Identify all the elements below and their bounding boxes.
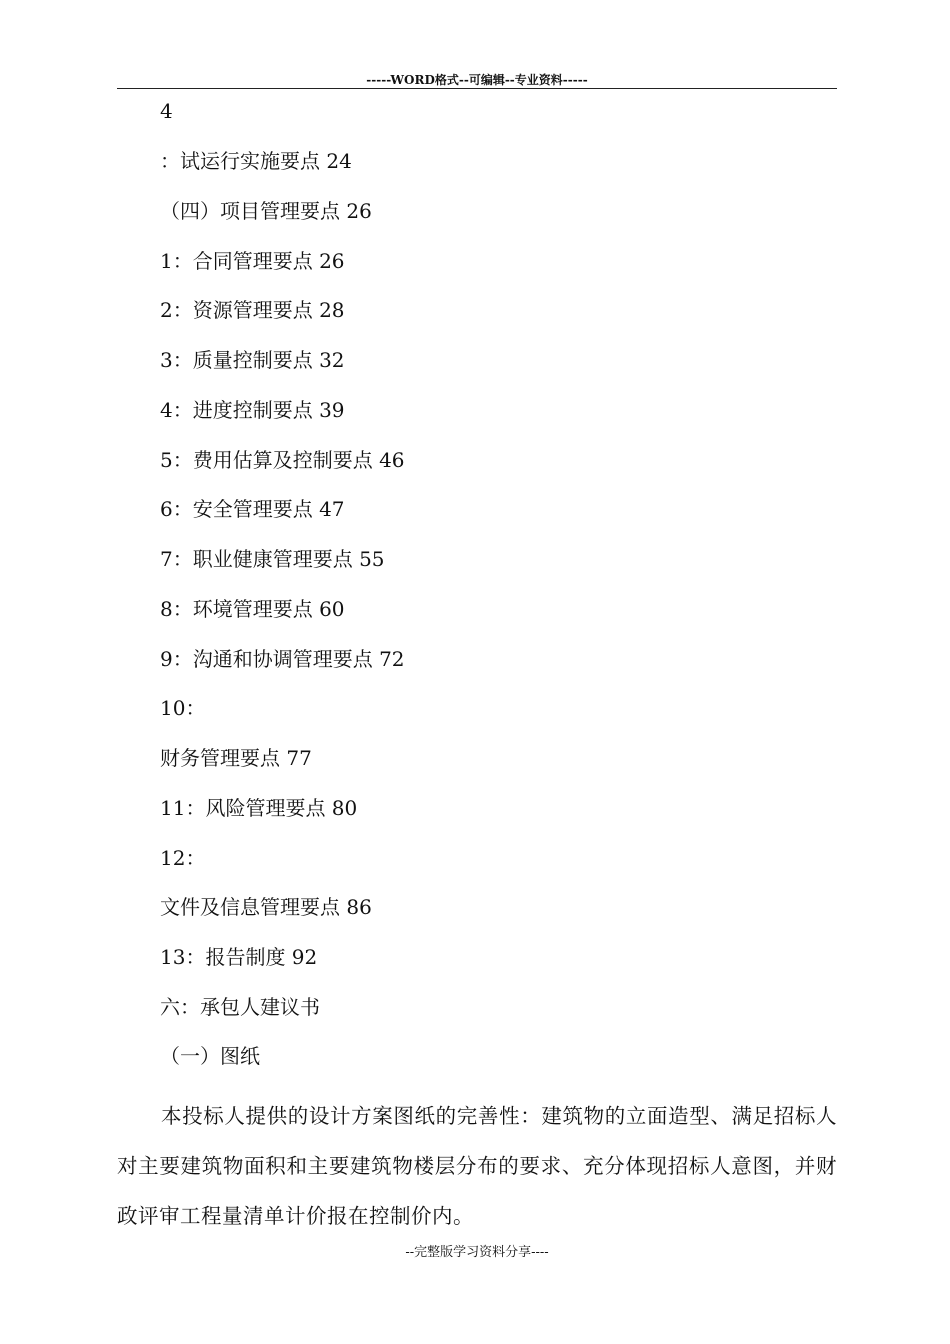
toc-line: 5：费用估算及控制要点 46 (160, 448, 405, 472)
toc-line: 7：职业健康管理要点 55 (160, 547, 385, 571)
toc-line: 文件及信息管理要点 86 (160, 895, 372, 919)
toc-line: ：试运行实施要点 24 (160, 149, 352, 173)
toc-line: 6：安全管理要点 47 (160, 497, 345, 521)
page-header: -----WORD格式--可编辑--专业资料----- (366, 73, 588, 87)
toc-line: 2：资源管理要点 28 (160, 298, 345, 322)
toc-line: （四）项目管理要点 26 (160, 199, 372, 223)
toc-line: 9：沟通和协调管理要点 72 (160, 647, 405, 671)
toc-line: （一）图纸 (160, 1044, 260, 1068)
toc-line: 12： (160, 846, 206, 870)
toc-line: 3：质量控制要点 32 (160, 348, 345, 372)
toc-line: 财务管理要点 77 (160, 746, 312, 770)
toc-line: 1：合同管理要点 26 (160, 249, 345, 273)
header-divider (117, 88, 837, 89)
toc-line: 11：风险管理要点 80 (160, 796, 358, 820)
toc-line: 10： (160, 696, 206, 720)
toc-line: 六：承包人建议书 (160, 995, 320, 1019)
toc-line: 8：环境管理要点 60 (160, 597, 345, 621)
page-footer: --完整版学习资料分享---- (405, 1245, 549, 1260)
toc-line: 4：进度控制要点 39 (160, 398, 345, 422)
toc-line: 13：报告制度 92 (160, 945, 318, 969)
toc-line: 4 (160, 99, 173, 123)
body-paragraph: 本投标人提供的设计方案图纸的完善性：建筑物的立面造型、满足招标人对主要建筑物面积和主要建筑物楼层分布的要求、充分体现招标人意图，并财政评审工程量清单计价报在控制价内。 (117, 1104, 837, 1228)
